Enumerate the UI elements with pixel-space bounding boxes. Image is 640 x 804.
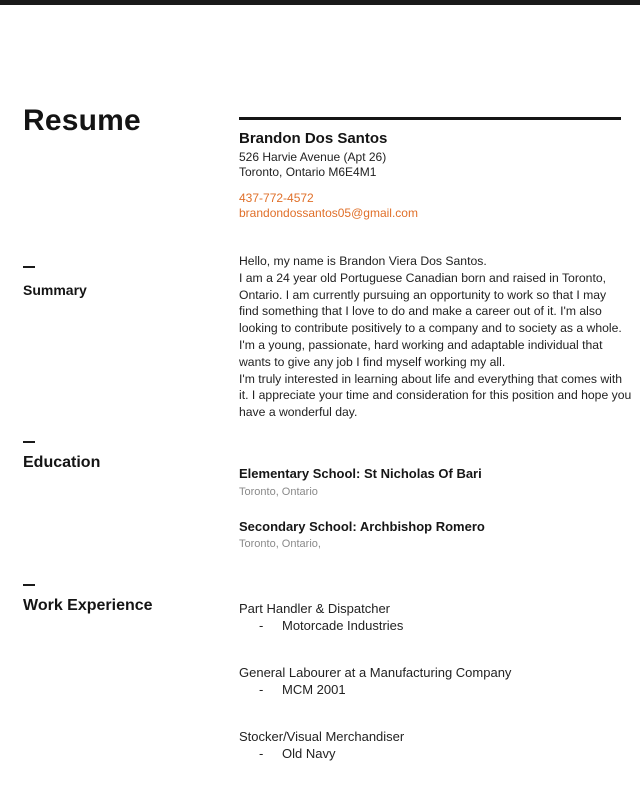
- summary-line: Ontario. I am currently pursuing an opportunity to work so that I may: [239, 287, 607, 302]
- summary-line: I'm a young, passionate, hard working and adaptable individual that: [239, 337, 603, 352]
- employer-name: Motorcade Industries: [282, 618, 404, 633]
- job-employer: [259, 682, 346, 697]
- summary-line: have a wonderful day.: [239, 405, 358, 420]
- bullet-dash: -: [259, 682, 264, 697]
- summary-line: find something that I love to do and make a career out of it. I'm also: [239, 304, 602, 319]
- education-item-title: Secondary School: Archbishop Romero: [239, 519, 485, 534]
- summary-line: looking to contribute positively to a company and to society as a whole.: [239, 321, 622, 336]
- address-line-1: 526 Harvie Avenue (Apt 26): [239, 150, 387, 164]
- page-title: Resume: [23, 104, 141, 137]
- bullet-dash: -: [259, 618, 264, 633]
- employer-name: MCM 2001: [282, 682, 346, 697]
- email-link[interactable]: brandondossantos05@gmail.com: [239, 206, 418, 220]
- job-title: General Labourer at a Manufacturing Company: [239, 665, 512, 680]
- work-dash: [23, 584, 35, 586]
- contact-name: Brandon Dos Santos: [239, 130, 388, 147]
- job-title: Part Handler & Dispatcher: [239, 601, 391, 616]
- summary-line: it. I appreciate your time and consideration for this position and hope you: [239, 388, 632, 403]
- address-line-2: Toronto, Ontario M6E4M1: [239, 165, 377, 179]
- job-title: Stocker/Visual Merchandiser: [239, 729, 405, 744]
- top-border: [0, 0, 640, 5]
- work-heading: Work Experience: [23, 597, 153, 614]
- summary-line: I am a 24 year old Portuguese Canadian born and raised in Toronto,: [239, 270, 606, 285]
- summary-line: I'm truly interested in learning about life and everything that comes with: [239, 371, 623, 386]
- education-dash: [23, 441, 35, 443]
- summary-dash: [23, 266, 35, 268]
- job-employer: [259, 746, 335, 761]
- phone-link[interactable]: 437-772-4572: [239, 191, 314, 205]
- summary-line: Hello, my name is Brandon Viera Dos Santos.: [239, 254, 487, 268]
- education-item-location: Toronto, Ontario: [239, 486, 318, 498]
- bullet-dash: -: [259, 746, 264, 761]
- education-item-location: Toronto, Ontario,: [239, 538, 321, 550]
- job-employer: [259, 618, 403, 633]
- summary-line: wants to give any job I find myself working my all.: [239, 354, 506, 369]
- employer-name: Old Navy: [282, 746, 336, 761]
- header-divider: [239, 117, 621, 120]
- summary-text: [239, 253, 632, 421]
- education-item-title: Elementary School: St Nicholas Of Bari: [239, 466, 482, 481]
- education-heading: Education: [23, 454, 101, 471]
- summary-heading: Summary: [23, 282, 87, 298]
